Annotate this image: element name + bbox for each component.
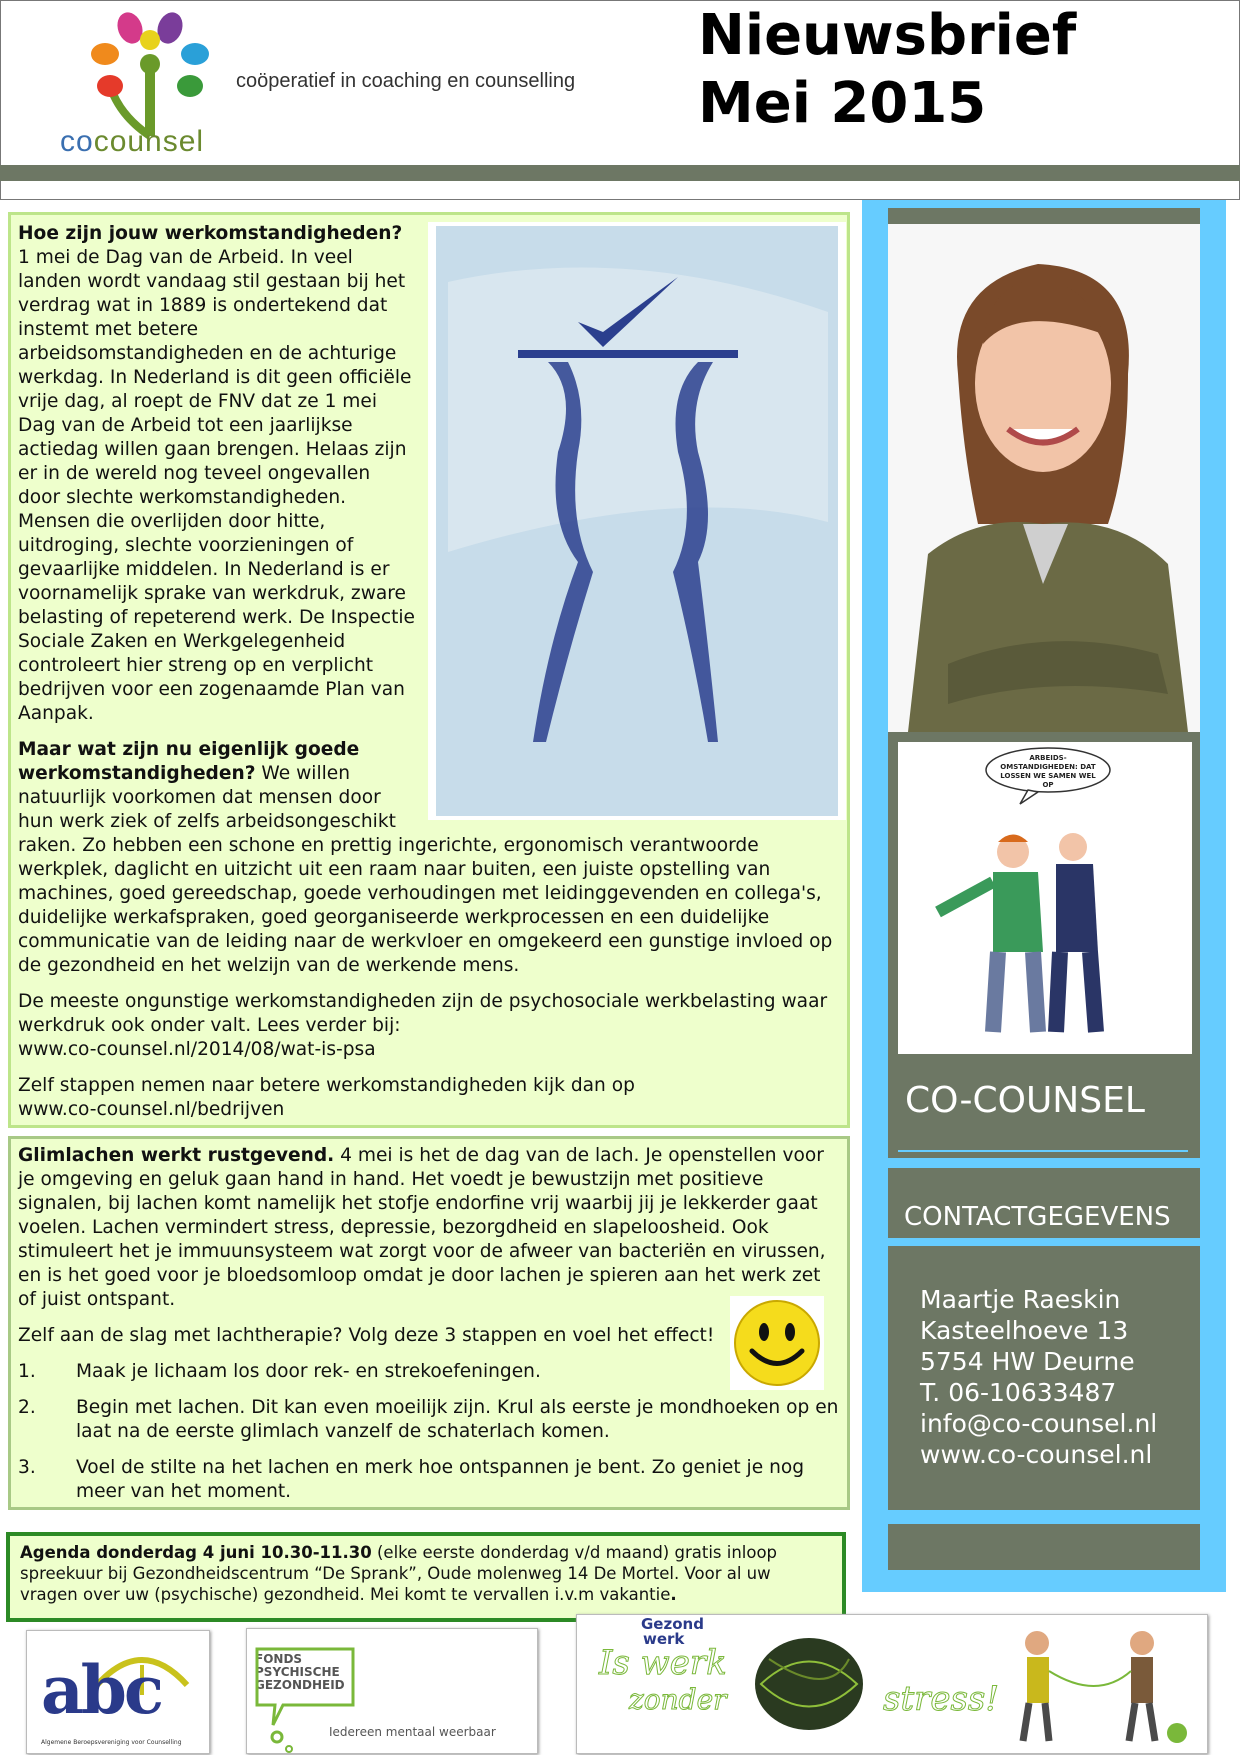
sidebar-divider: [898, 1150, 1188, 1152]
article1-heading2: Maar wat zijn nu eigenlijk goede werkomstandigheden?: [18, 739, 360, 784]
article2-para1: 4 mei is het de dag van de lach. Je openstellen voor je omgeving en geluk gaan hand in hand. Het voedt je bewustzijn met positieve signalen, bij lachen komt namelijk het stofje endorfine vrij waarbij jij je lekkerder gaat voelen. Lachen vermindert stress, depressie, bezorgdheid en slapeloosheid. Ook stimuleert het je immuunsysteem wat zorgt voor de afweer van bacteriën en virussen, en is het goed voor je bloedsomloop omdat je door lachen je spieren aan het werk zet of juist ontspant.: [18, 1145, 826, 1310]
article1-para1: 1 mei de Dag van de Arbeid. In veel landen wordt vandaag stil gestaan bij het verdrag wat in 1889 is ondertekend dat instemt met betere arbeidsomstandigheden en de achturige werkdag. In Nederland is dit geen officiële vrije dag, al roept de FNV dat ze 1 mei Dag van de Arbeid tot een jaarlijkse actiedag willen gaan brengen. Helaas zijn er in de wereld nog teveel ongevallen door slechte werkomstandigheden. Mensen die overlijden door hitte, uitdroging, slechte voorzieningen of gevaarlijke middelen. In Nederland is er voornamelijk sprake van werkdruk, zware belasting of repeterend werk. De Inspectie Sociale Zaken en Werkgelegenheid controleert hier streng op en verplicht bedrijven voor een zogenaamde Plan van Aanpak.: [18, 247, 415, 724]
sidebar-footer: [888, 1524, 1200, 1570]
gezond-script-3: stress!: [883, 1679, 1000, 1719]
title-line-2: Mei 2015: [698, 71, 987, 136]
article1-body: [18, 222, 846, 1134]
fonds-psychische-gezondheid-logo[interactable]: [246, 1628, 538, 1754]
sidebar-band: [862, 1510, 1226, 1524]
logo-wordmark: cocounsel: [60, 125, 205, 158]
article1-para3: De meeste ongunstige werkomstandigheden zijn de psychosociale werkbelasting waar werkdruk ook onder valt. Lees verder bij:: [18, 991, 828, 1036]
header-divider: [0, 165, 1240, 181]
psa-link[interactable]: www.co-counsel.nl/2014/08/wat-is-psa: [18, 1039, 376, 1060]
bedrijven-link[interactable]: www.co-counsel.nl/bedrijven: [18, 1099, 285, 1120]
cartoon-image: [898, 742, 1192, 1054]
cartoon-speech-bubble: ARBEIDS-OMSTANDIGHEDEN: DAT LOSSEN WE SAMEN WEL OP: [1000, 754, 1096, 789]
abc-wordmark: abc: [41, 1651, 162, 1729]
contact-name: Maartje Raeskin: [920, 1285, 1121, 1314]
fonds-slogan: Iedereen mentaal weerbaar: [329, 1725, 496, 1739]
contact-city: 5754 HW Deurne: [920, 1347, 1135, 1376]
sidebar-brand: CO-COUNSEL: [905, 1080, 1145, 1121]
people-figures-icon: [997, 1621, 1197, 1749]
gezond-script-2: zonder: [629, 1683, 727, 1716]
contact-website[interactable]: www.co-counsel.nl: [920, 1440, 1153, 1469]
gezond-title: Gezond werk: [641, 1615, 704, 1648]
contact-heading: CONTACTGEGEVENS: [904, 1202, 1171, 1232]
agenda-box: Agenda donderdag 4 juni 10.30-11.30 (elke eerste donderdag v/d maand) gratis inloop spreekuur bij Gezondheidscentrum “De Sprank”, Oude molenweg 14 De Mortel. Voor al uw vragen over uw (psychische) gezondheid. Mei komt te vervallen i.v.m vakantie.: [6, 1532, 846, 1622]
gezond-script-1: Is werk: [599, 1643, 727, 1683]
list-item: 3. Voel de stilte na het lachen en merk hoe ontspannen je bent. Zo geniet je nog meer van het moment.: [18, 1457, 805, 1502]
laugh-steps-list: [18, 1360, 844, 1504]
agenda-text: (elke eerste donderdag v/d maand) gratis inloop spreekuur bij Gezondheidscentrum “De Sprank”, Oude molenweg 14 De Mortel. Voor al uw vragen over uw (psychische) gezondheid. Mei komt te vervallen i.v.m vakantie: [20, 1543, 778, 1604]
article1-para4: Zelf stappen nemen naar betere werkomstandigheden kijk dan op: [18, 1075, 635, 1096]
gezond-werk-logo[interactable]: [576, 1614, 1208, 1754]
list-item: 2. Begin met lachen. Dit kan even moeilijk zijn. Krul als eerste je mondhoeken op en laat na de eerste glimlach vanzelf de schaterlach komen.: [18, 1397, 839, 1442]
tagline: coöperatief in coaching en counselling: [236, 70, 576, 92]
article2-body: [18, 1144, 844, 1516]
tangle-icon: [749, 1629, 869, 1739]
list-item: 1. Maak je lichaam los door rek- en strekoefeningen.: [18, 1361, 541, 1382]
newsletter-title: [698, 2, 1076, 138]
sidebar-band: [862, 1158, 1226, 1168]
abc-logo[interactable]: [26, 1630, 210, 1754]
title-line-1: Nieuwsbrief: [698, 3, 1077, 68]
article2-heading: Glimlachen werkt rustgevend.: [18, 1145, 335, 1166]
agenda-heading: Agenda donderdag 4 juni 10.30-11.30: [20, 1543, 372, 1562]
contact-details: [920, 1284, 1157, 1470]
portrait-photo: [888, 224, 1200, 732]
contact-email[interactable]: info@co-counsel.nl: [920, 1409, 1158, 1438]
article2-para2: Zelf aan de slag met lachtherapie? Volg deze 3 stappen en voel het effect!: [18, 1325, 715, 1346]
contact-phone[interactable]: T. 06-10633487: [920, 1378, 1117, 1407]
smiley-icon: [730, 1296, 824, 1390]
article1-heading: Hoe zijn jouw werkomstandigheden?: [18, 223, 403, 244]
article1-para2: We willen natuurlijk voorkomen dat mensen door hun werk ziek of zelfs arbeidsongeschikt raken. Zo hebben een schone en prettig ingerichte, ergonomisch verantwoorde werkplek, daglicht en uitzicht uit een raam naar buiten, een juiste opstelling van machines, goed gereedschap, goede verhoudingen met leidinggevenden en collega's, duidelijke werkafspraken, goed georganiseerde werkprocessen en een duidelijke communicatie van de leiding naar de werkvloer en omgekeerd een gunstige invloed op de gezondheid en het welzijn van de werkende mens.: [18, 763, 833, 976]
abc-subtitle: Algemene Beroepsvereniging voor Counselling: [41, 1739, 182, 1746]
artwork-image: [428, 222, 846, 820]
fonds-title: FONDS PSYCHISCHE GEZONDHEID: [255, 1652, 345, 1692]
sidebar-band: [862, 1238, 1226, 1246]
contact-street: Kasteelhoeve 13: [920, 1316, 1129, 1345]
